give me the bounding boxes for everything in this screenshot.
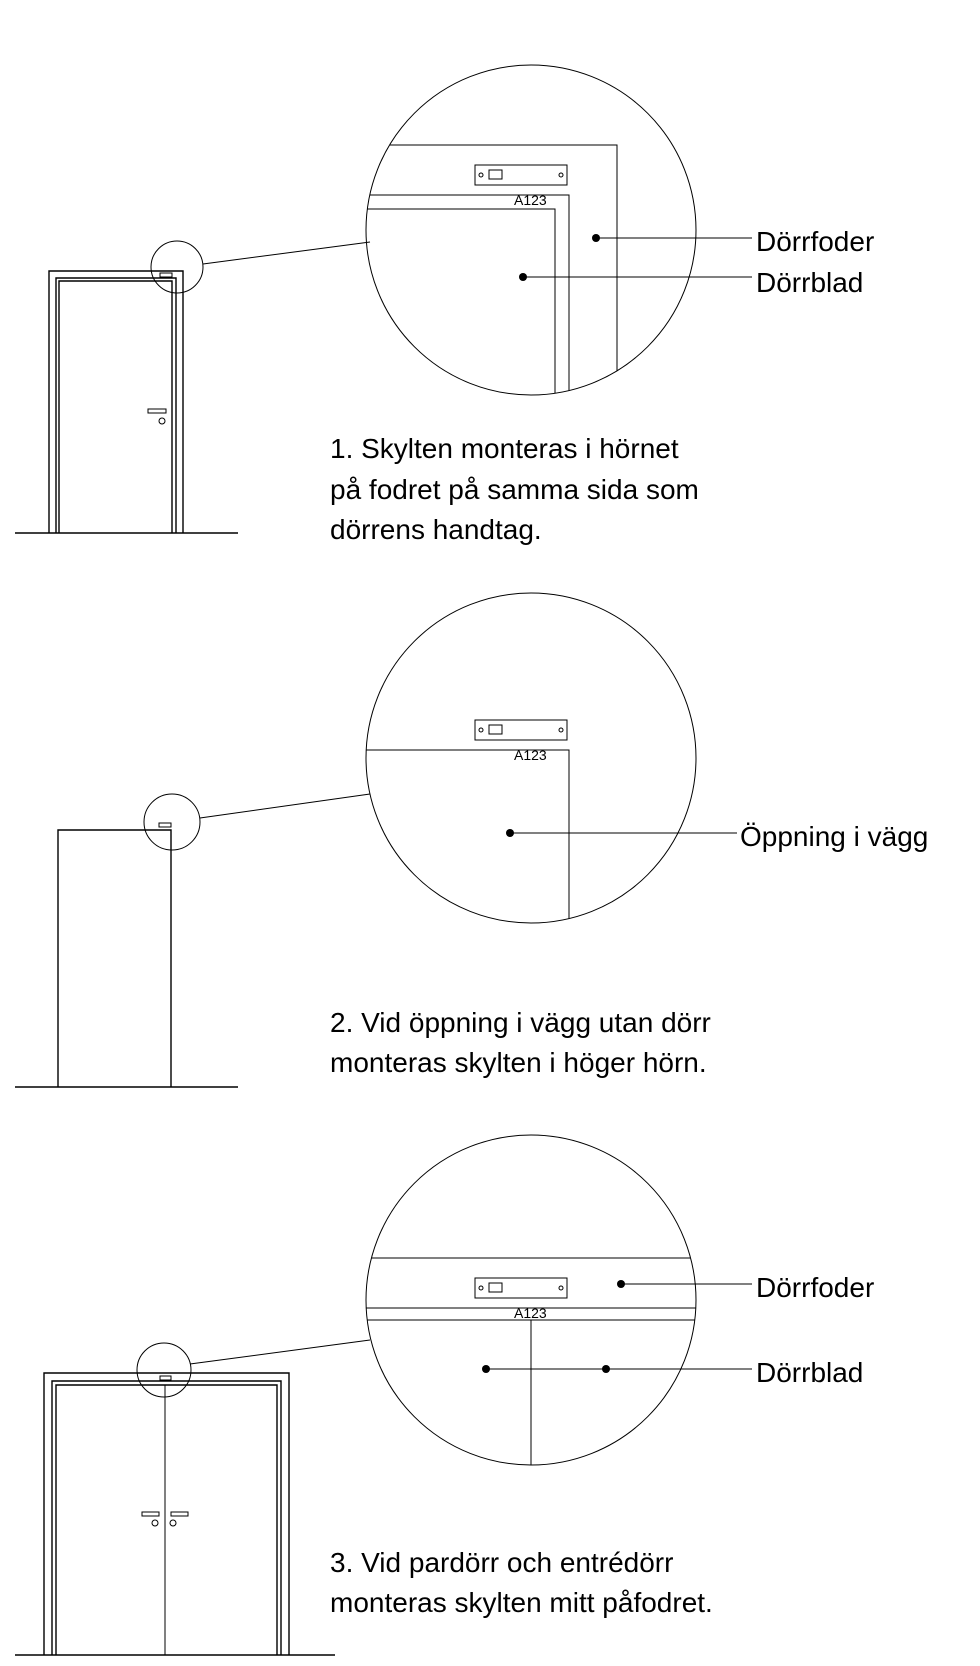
keyhole-right: [170, 1520, 176, 1526]
sign-screw-right: [559, 728, 563, 732]
caption-2-line-2: monteras skylten i höger hörn.: [330, 1047, 707, 1078]
keyhole: [159, 418, 165, 424]
detail-connector: [200, 794, 370, 818]
door-frame-outer: [44, 1373, 289, 1655]
detail-circle-small: [144, 794, 200, 850]
detail-circle-small: [151, 241, 203, 293]
sign-number: A123: [514, 192, 547, 208]
door-handle-left: [142, 1512, 159, 1516]
door-frame-inner: [52, 1381, 281, 1655]
label-door-leaf: Dörrblad: [756, 1357, 864, 1388]
label-door-leaf: Dörrblad: [756, 267, 864, 298]
caption-1-line-3: dörrens handtag.: [330, 514, 542, 545]
sign-screw-left: [479, 1286, 483, 1290]
door-frame-inner: [56, 278, 176, 533]
sign-number: A123: [514, 1305, 547, 1321]
section-2-wall-opening: [15, 593, 928, 1087]
braille-icon: [489, 1283, 502, 1292]
door-leaves: [56, 1385, 277, 1655]
caption-3-line-1: 3. Vid pardörr och entrédörr: [330, 1547, 674, 1578]
label-door-frame: Dörrfoder: [756, 226, 875, 257]
leaf-edge-zoom: [350, 209, 555, 400]
door-handle-right: [171, 1512, 188, 1516]
sign-screw-right: [559, 173, 563, 177]
sign-screw-left: [479, 728, 483, 732]
sign-small: [159, 823, 171, 827]
sign-small: [160, 1376, 171, 1380]
section-1-single-door: [15, 65, 874, 545]
caption-1-line-2: på fodret på samma sida som: [330, 474, 699, 505]
door-leaf: [59, 281, 172, 533]
wall-opening: [58, 830, 171, 1087]
sign-screw-left: [479, 173, 483, 177]
opening-edge-zoom: [350, 750, 569, 930]
section-3-double-door: [15, 1135, 874, 1655]
caption-1-line-1: 1. Skylten monteras i hörnet: [330, 433, 679, 464]
detail-connector: [190, 1340, 370, 1364]
label-door-frame: Dörrfoder: [756, 1272, 875, 1303]
sign-screw-right: [559, 1286, 563, 1290]
sign-number: A123: [514, 747, 547, 763]
detail-circle-small: [137, 1343, 191, 1397]
frame-inner-zoom: [350, 195, 569, 400]
caption-3-line-2: monteras skylten mitt påfodret.: [330, 1587, 713, 1618]
detail-connector: [203, 242, 370, 264]
door-handle: [148, 409, 166, 413]
braille-icon: [489, 170, 502, 179]
label-wall-opening: Öppning i vägg: [740, 821, 929, 852]
detail-circle-large: [366, 65, 696, 395]
braille-icon: [489, 725, 502, 734]
frame-outer-zoom: [350, 145, 617, 400]
keyhole-left: [152, 1520, 158, 1526]
sign-small: [160, 273, 172, 277]
caption-2-line-1: 2. Vid öppning i vägg utan dörr: [330, 1007, 711, 1038]
door-frame-outer: [49, 271, 183, 533]
